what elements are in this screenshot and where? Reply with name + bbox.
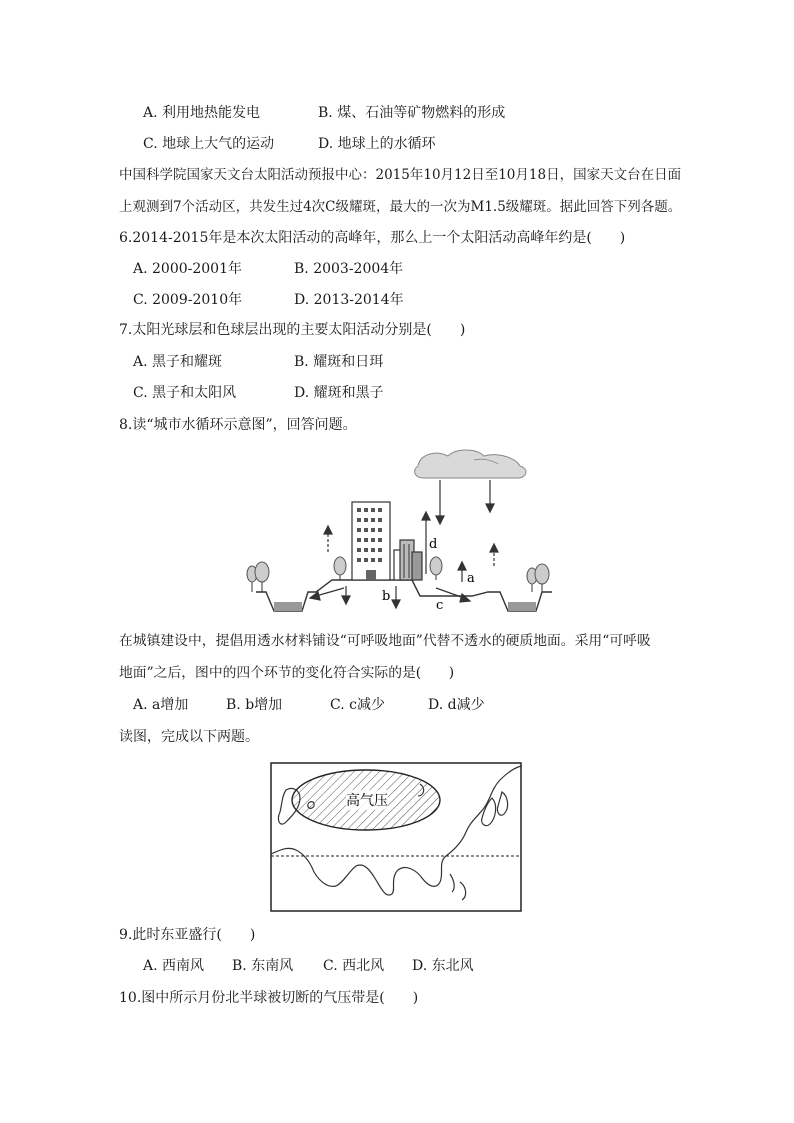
q6-option-b: B. 2003-2004年 <box>294 261 404 277</box>
q8-stem: 8.读“城市水循环示意图”，回答问题。 <box>119 417 357 433</box>
trees-right <box>430 557 549 592</box>
intro-line-1: 中国科学院国家天文台太阳活动预报中心：2015年10月12日至10月18日，国家天文台在日面 <box>119 167 682 183</box>
q8-option-c: C. c减少 <box>330 697 385 713</box>
q8-option-d: D. d减少 <box>428 697 485 713</box>
precipitation-arrows <box>436 480 494 524</box>
label-a: a <box>467 571 475 586</box>
q9-option-b: B. 东南风 <box>232 958 294 974</box>
asia-pressure-map <box>270 762 522 912</box>
q5-option-c: C. 地球上大气的运动 <box>143 136 275 152</box>
q9-option-a: A. 西南风 <box>143 958 205 974</box>
label-d: d <box>429 537 438 552</box>
q9-option-d: D. 东北风 <box>412 958 474 974</box>
q6-option-c: C. 2009-2010年 <box>133 292 243 308</box>
q8-option-a: A. a增加 <box>133 697 189 713</box>
urban-water-cycle-figure <box>236 446 556 620</box>
intro-two-questions: 读图，完成以下两题。 <box>119 729 259 745</box>
q6-option-a: A. 2000-2001年 <box>133 261 242 277</box>
high-pressure-label: 高气压 <box>346 793 388 809</box>
short-buildings <box>394 540 422 580</box>
q7-stem: 7.太阳光球层和色球层出现的主要太阳活动分别是( ) <box>119 322 466 338</box>
q7-option-d: D. 耀斑和黑子 <box>294 385 384 401</box>
label-c: c <box>436 598 444 613</box>
trees-left <box>247 557 346 592</box>
tall-building <box>352 502 390 580</box>
q8-option-b: B. b增加 <box>226 697 283 713</box>
q7-option-a: A. 黑子和耀斑 <box>133 354 223 370</box>
q9-option-c: C. 西北风 <box>323 958 385 974</box>
q9-stem: 9.此时东亚盛行( ) <box>119 927 256 943</box>
right-pond <box>508 602 536 611</box>
label-b: b <box>382 589 391 604</box>
q8-paragraph-line-2: 地面”之后，图中的四个环节的变化符合实际的是( ) <box>119 665 455 681</box>
left-pond <box>274 602 302 611</box>
q10-stem: 10.图中所示月份北半球被切断的气压带是( ) <box>119 990 419 1006</box>
q8-paragraph-line-1: 在城镇建设中，提倡用透水材料铺设“可呼吸地面”代替不透水的硬质地面。采用“可呼吸 <box>119 633 651 649</box>
intro-line-2: 上观测到7个活动区，共发生过4次C级耀斑，最大的一次为M1.5级耀斑。据此回答下列各题。 <box>119 199 682 215</box>
q7-option-b: B. 耀斑和日珥 <box>294 354 384 370</box>
q6-option-d: D. 2013-2014年 <box>294 292 404 308</box>
q5-option-b: B. 煤、石油等矿物燃料的形成 <box>318 105 506 121</box>
q5-option-a: A. 利用地热能发电 <box>143 105 261 121</box>
q6-stem: 6.2014-2015年是本次太阳活动的高峰年，那么上一个太阳活动高峰年约是( ) <box>119 230 626 246</box>
q5-option-d: D. 地球上的水循环 <box>318 136 436 152</box>
cloud-icon <box>415 450 526 478</box>
q7-option-c: C. 黑子和太阳风 <box>133 385 237 401</box>
